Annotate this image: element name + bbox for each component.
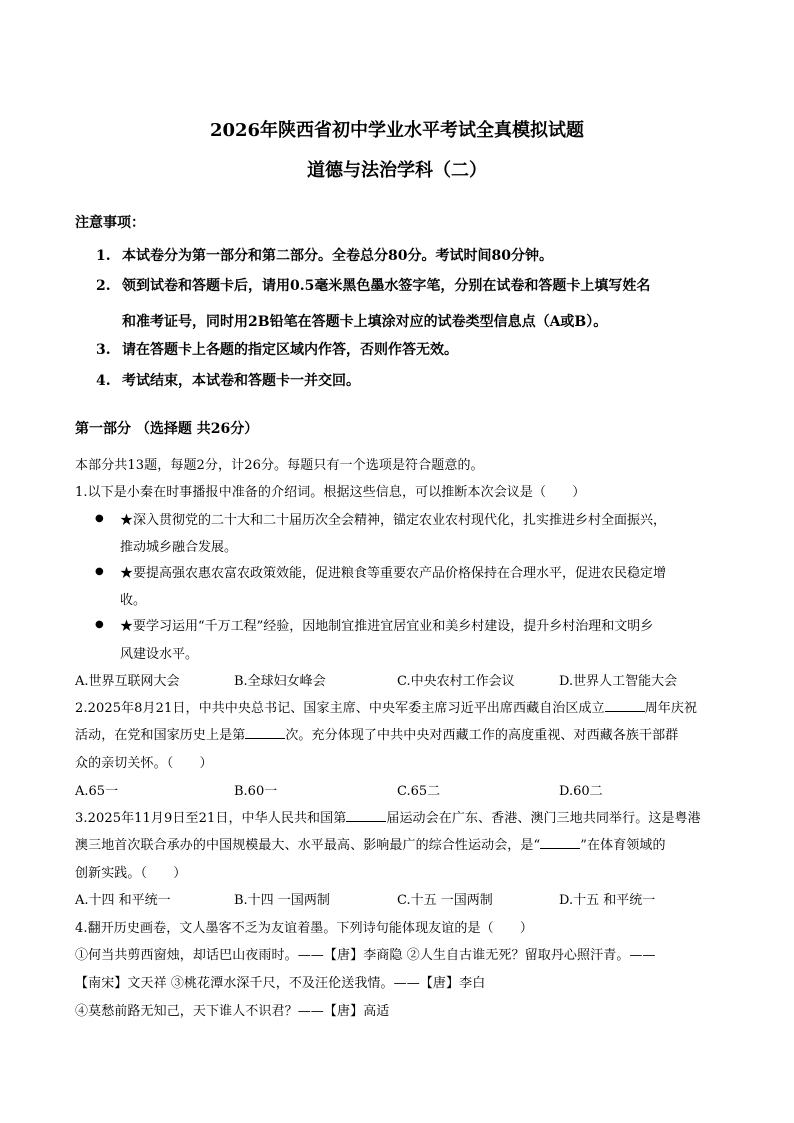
bullet-icon: ●	[95, 513, 104, 524]
question-1-stem: 1.以下是小秦在时事播报中准备的介绍词。根据这些信息，可以推断本次会议是（ ）	[75, 485, 586, 500]
section-description: 本部分共13题，每题2分，计26分。每题只有一个选项是符合题意的。	[75, 458, 484, 473]
question-1-option: D.世界人工智能大会	[559, 674, 678, 689]
question-1-bullet-line: ★要提高强农惠农富农政策效能，促进粮食等重要农产品价格保持在合理水平，促进农民稳定增	[120, 566, 667, 581]
notice-item: 2. 领到试卷和答题卡后，请用0.5毫米黑色墨水签字笔，分别在试卷和答题卡上填写姓名	[96, 278, 651, 294]
exam-title: 2026年陕西省初中学业水平考试全真模拟试题	[209, 120, 585, 141]
question-2-option: C.65二	[397, 784, 441, 799]
question-3-line: 澳三地首次联合承办的中国规模最大、水平最高、影响最广的综合性运动会，是“ ”在体育领域的	[75, 838, 666, 853]
question-4-line: ④莫愁前路无知己，天下谁人不识君？——【唐】高适	[75, 1004, 390, 1019]
question-3-line: 创新实践。（ ）	[75, 866, 187, 881]
notice-item-continuation: 和准考证号，同时用2B铅笔在答题卡上填涂对应的试卷类型信息点（A或B）。	[122, 314, 608, 330]
notice-item: 4. 考试结束，本试卷和答题卡一并交回。	[96, 373, 360, 389]
question-3-option: D.十五 和平统一	[559, 893, 656, 908]
question-1-option: A.世界互联网大会	[75, 674, 180, 689]
question-1-bullet-line: 收。	[120, 593, 147, 608]
question-1-option: B.全球妇女峰会	[234, 674, 326, 689]
question-4-stem: 4.翻开历史画卷，文人墨客不乏为友谊着墨。下列诗句能体现友谊的是（ ）	[75, 921, 534, 936]
answer-blank	[605, 699, 645, 712]
question-3-option: C.十五 一国两制	[397, 893, 493, 908]
exam-subtitle: 道德与法治学科（二）	[307, 160, 487, 181]
question-3-line: 3.2025年11月9日至21日，中华人民共和国第 届运动会在广东、香港、澳门三地共同举行。这是粤港	[75, 811, 701, 826]
question-2-option: A.65一	[75, 784, 119, 799]
notice-heading: 注意事项：	[75, 215, 145, 231]
question-1-option: C.中央农村工作会议	[397, 674, 515, 689]
question-2-option: B.60一	[234, 784, 278, 799]
answer-blank	[245, 726, 285, 739]
bullet-icon: ●	[95, 619, 104, 630]
question-3-option: A.十四 和平统一	[75, 893, 171, 908]
question-4-line: 【南宋】文天祥 ③桃花潭水深千尺，不及汪伦送我情。——【唐】李白	[75, 976, 486, 991]
question-2-line: 众的亲切关怀。（ ）	[75, 756, 213, 771]
question-1-bullet-line: 推动城乡融合发展。	[120, 540, 238, 555]
question-1-bullet-line: ★深入贯彻党的二十大和二十届历次全会精神，锚定农业农村现代化，扎实推进乡村全面振兴，	[120, 513, 667, 528]
question-1-bullet-line: ★要学习运用“千万工程”经验，因地制宜推进宜居宜业和美乡村建设，提升乡村治理和文明乡	[120, 619, 654, 634]
answer-blank	[540, 836, 580, 849]
notice-item: 3. 请在答题卡上各题的指定区域内作答，否则作答无效。	[96, 342, 458, 358]
section-title: 第一部分 （选择题 共26分）	[75, 421, 259, 437]
bullet-icon: ●	[95, 566, 104, 577]
question-1-bullet-line: 风建设水平。	[120, 647, 199, 662]
question-2-line: 2.2025年8月21日，中共中央总书记、国家主席、中央军委主席习近平出席西藏自治区成立 周年庆祝	[75, 701, 698, 716]
notice-item: 1. 本试卷分为第一部分和第二部分。全卷总分80分。考试时间80分钟。	[96, 248, 553, 264]
question-4-line: ①何当共剪西窗烛，却话巴山夜雨时。——【唐】李商隐 ②人生自古谁无死？留取丹心照汗青。——	[75, 948, 656, 963]
question-2-option: D.60二	[559, 784, 603, 799]
answer-blank	[346, 809, 386, 822]
question-2-line: 活动，在党和国家历史上是第 次。充分体现了中共中央对西藏工作的高度重视、对西藏各族干部群	[75, 728, 679, 743]
question-3-option: B.十四 一国两制	[234, 893, 330, 908]
